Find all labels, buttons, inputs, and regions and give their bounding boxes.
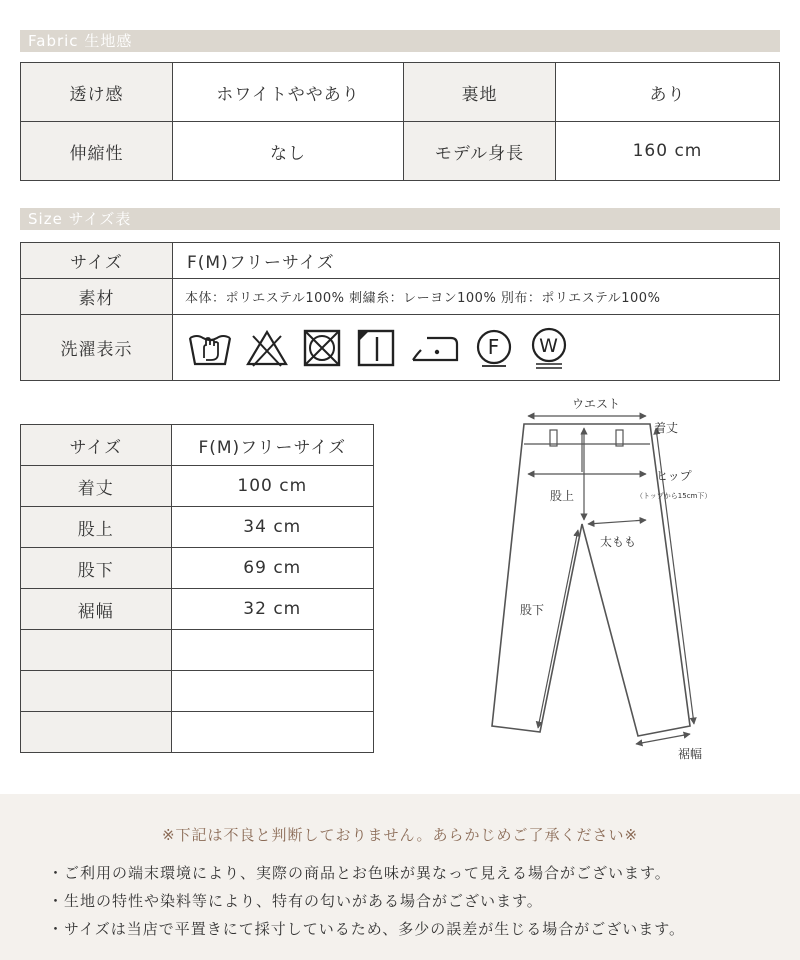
measure-label: 着丈: [21, 466, 172, 507]
size-table-header-value: F(M)フリーサイズ: [171, 425, 373, 466]
material-label: 素材: [21, 279, 173, 315]
size-table-header-label: サイズ: [21, 425, 172, 466]
material-value: 本体：ポリエステル100% 刺繍糸：レーヨン100% 別布：ポリエステル100%: [173, 279, 780, 315]
fabric-value: なし: [173, 122, 404, 181]
svg-text:F: F: [487, 334, 501, 359]
thigh-label: 太もも: [600, 535, 637, 549]
low-iron-icon: [409, 328, 461, 368]
hem-label: 裾幅: [678, 747, 703, 761]
inseam-label: 股下: [520, 603, 545, 617]
table-row: [21, 243, 780, 279]
measure-value: [171, 671, 373, 712]
table-row: [21, 712, 374, 753]
size-section-header: Size サイズ表: [20, 208, 780, 230]
no-tumble-dry-icon: [301, 327, 343, 369]
fabric-section-header: Fabric 生地感: [20, 30, 780, 52]
fabric-value: ホワイトややあり: [173, 63, 404, 122]
hip-note: （トップから15cm下）: [636, 492, 712, 500]
no-bleach-icon: [245, 328, 289, 368]
fabric-value: 160 cm: [556, 122, 780, 181]
rise-label: 股上: [550, 489, 575, 503]
note-line: ・サイズは当店で平置きにて採寸しているため、多少の誤差が生じる場合がございます。: [48, 920, 686, 938]
care-icons-cell: [173, 315, 780, 381]
measure-label: 裾幅: [21, 589, 172, 630]
measure-label: 股下: [21, 548, 172, 589]
note-line: ・生地の特性や染料等により、特有の匂いがある場合がございます。: [48, 892, 543, 910]
table-row: [21, 466, 374, 507]
measure-value: 32 cm: [171, 589, 373, 630]
measure-value: [171, 630, 373, 671]
size-info-table: [20, 242, 780, 381]
measure-value: [171, 712, 373, 753]
table-row: [21, 507, 374, 548]
measure-label: [21, 712, 172, 753]
fabric-label: 裏地: [404, 63, 556, 122]
table-row: [21, 63, 780, 122]
table-row: [21, 630, 374, 671]
measure-label: 股上: [21, 507, 172, 548]
care-label: 洗濯表示: [21, 315, 173, 381]
pants-measurement-diagram: [478, 392, 738, 772]
hip-label: ヒップ: [656, 469, 692, 483]
size-info-label: サイズ: [21, 243, 173, 279]
note-line: ・ご利用の端末環境により、実際の商品とお色味が異なって見える場合がございます。: [48, 864, 671, 882]
care-icons: [187, 326, 778, 370]
line-dry-shade-icon: [355, 327, 397, 369]
waist-label: ウエスト: [571, 397, 621, 411]
table-row: [21, 279, 780, 315]
fabric-value: あり: [556, 63, 780, 122]
size-measurement-table: [20, 424, 374, 753]
dry-clean-f-icon: [473, 327, 515, 369]
fabric-table: [20, 62, 780, 181]
measure-value: 34 cm: [171, 507, 373, 548]
length-label: 着丈: [654, 421, 679, 435]
measure-label: [21, 671, 172, 712]
wet-clean-w-icon: [527, 326, 571, 370]
svg-text:W: W: [539, 334, 559, 357]
table-row: [21, 315, 780, 381]
table-row: [21, 671, 374, 712]
hand-wash-icon: [187, 328, 233, 368]
measure-label: [21, 630, 172, 671]
table-row: [21, 122, 780, 181]
fabric-label: モデル身長: [404, 122, 556, 181]
fabric-label: 透け感: [21, 63, 173, 122]
notes-heading: ※下記は不良と判断しておりません。あらかじめご了承ください※: [161, 826, 639, 844]
table-row: [21, 548, 374, 589]
measure-value: 100 cm: [171, 466, 373, 507]
table-row: [21, 589, 374, 630]
table-row: [21, 425, 374, 466]
measure-value: 69 cm: [171, 548, 373, 589]
notes-panel: [0, 794, 800, 960]
fabric-label: 伸縮性: [21, 122, 173, 181]
size-info-value: F(M)フリーサイズ: [173, 243, 780, 279]
